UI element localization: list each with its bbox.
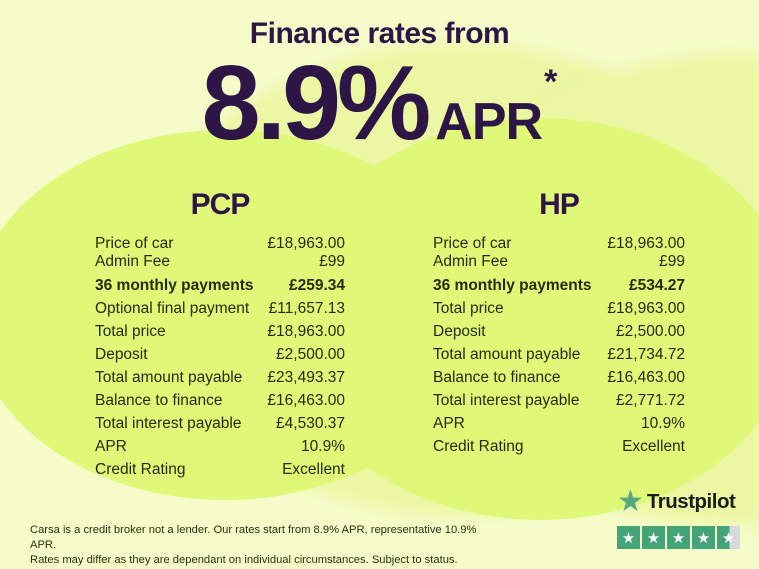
banner-title: Finance rates from xyxy=(249,17,510,50)
pcp-row-credit-rating xyxy=(95,461,345,479)
disclaimer-line-2: Rates may differ as they are dependant on individual circumstances. Subject to status. xyxy=(30,554,458,566)
row-label: Admin Fee xyxy=(95,253,170,270)
row-value: £534.27 xyxy=(628,277,685,294)
row-label: Optional final payment xyxy=(95,300,250,317)
row-value: £21,734.72 xyxy=(607,346,685,363)
trustpilot-rating-stars xyxy=(617,526,743,549)
row-value: £11,657.13 xyxy=(268,300,345,317)
hp-row-total-amount-payable xyxy=(433,346,685,364)
star-full-icon: ★ xyxy=(667,526,690,549)
row-label: APR xyxy=(95,438,127,455)
hp-column xyxy=(433,188,685,461)
trustpilot-wordmark: Trustpilot xyxy=(646,490,736,513)
row-label: Total amount payable xyxy=(433,346,581,363)
row-label: Balance to finance xyxy=(433,369,561,386)
row-value: £16,463.00 xyxy=(267,392,345,409)
rate-unit: APR xyxy=(435,93,543,151)
pcp-row-price-of-car xyxy=(95,235,345,253)
row-label: 36 monthly payments xyxy=(95,277,254,294)
row-label: Credit Rating xyxy=(433,438,524,455)
pcp-row-total-interest-payable xyxy=(95,415,345,433)
hp-row-monthly-payments xyxy=(433,277,685,295)
row-value: £18,963.00 xyxy=(267,235,345,252)
row-value: £2,500.00 xyxy=(616,323,685,340)
pcp-row-deposit xyxy=(95,346,345,364)
pcp-row-total-amount-payable xyxy=(95,369,345,387)
row-value: £99 xyxy=(319,253,345,270)
row-label: Total interest payable xyxy=(433,392,580,409)
pcp-row-monthly-payments xyxy=(95,277,345,295)
row-value: £16,463.00 xyxy=(607,369,685,386)
trustpilot-star-icon: ★ xyxy=(617,485,644,518)
trustpilot-logo xyxy=(617,487,743,517)
hp-row-balance-to-finance xyxy=(433,369,685,387)
row-value: £18,963.00 xyxy=(267,323,345,340)
pcp-row-apr xyxy=(95,438,345,456)
hp-column-title: HP xyxy=(539,188,579,221)
row-label: Credit Rating xyxy=(95,461,186,478)
row-label: Total price xyxy=(95,323,166,340)
row-label: Deposit xyxy=(95,346,148,363)
row-label: Price of car xyxy=(433,235,512,252)
row-value: £4,530.37 xyxy=(276,415,345,432)
hp-row-deposit xyxy=(433,323,685,341)
hp-row-price-of-car xyxy=(433,235,685,253)
row-value: £23,493.37 xyxy=(267,369,345,386)
row-label: Total amount payable xyxy=(95,369,243,386)
row-label: Admin Fee xyxy=(433,253,508,270)
trustpilot-badge[interactable] xyxy=(617,487,743,549)
headline-rate xyxy=(0,44,759,162)
hp-row-apr xyxy=(433,415,685,433)
pcp-row-admin-fee xyxy=(95,253,345,271)
star-half-icon: ★ xyxy=(717,526,740,549)
row-label: Total interest payable xyxy=(95,415,242,432)
hp-row-total-interest-payable xyxy=(433,392,685,410)
row-label: Total price xyxy=(433,300,504,317)
rate-asterisk: * xyxy=(544,63,558,101)
row-value: £99 xyxy=(659,253,685,270)
hp-row-total-price xyxy=(433,300,685,318)
row-value: £18,963.00 xyxy=(607,235,685,252)
star-full-icon: ★ xyxy=(642,526,665,549)
row-value: £259.34 xyxy=(288,277,345,294)
row-value: Excellent xyxy=(622,438,685,455)
hp-row-admin-fee xyxy=(433,253,685,271)
row-label: APR xyxy=(433,415,465,432)
row-label: Balance to finance xyxy=(95,392,223,409)
row-value: Excellent xyxy=(282,461,345,478)
row-label: Price of car xyxy=(95,235,174,252)
row-value: £2,771.72 xyxy=(616,392,685,409)
row-value: 10.9% xyxy=(301,438,345,455)
pcp-row-total-price xyxy=(95,323,345,341)
star-full-icon: ★ xyxy=(692,526,715,549)
hp-row-credit-rating xyxy=(433,438,685,456)
legal-disclaimer xyxy=(30,523,480,568)
row-label: Deposit xyxy=(433,323,486,340)
disclaimer-line-1: Carsa is a credit broker not a lender. Our rates start from 8.9% APR, representative 10.9% APR. xyxy=(30,524,477,551)
pcp-column-title: PCP xyxy=(190,188,250,221)
row-value: £18,963.00 xyxy=(607,300,685,317)
pcp-column xyxy=(95,188,345,484)
row-label: 36 monthly payments xyxy=(433,277,592,294)
row-value: £2,500.00 xyxy=(276,346,345,363)
star-full-icon: ★ xyxy=(617,526,640,549)
pcp-row-optional-final-payment xyxy=(95,300,345,318)
pcp-row-balance-to-finance xyxy=(95,392,345,410)
row-value: 10.9% xyxy=(641,415,685,432)
rate-value: 8.9% xyxy=(201,44,428,162)
